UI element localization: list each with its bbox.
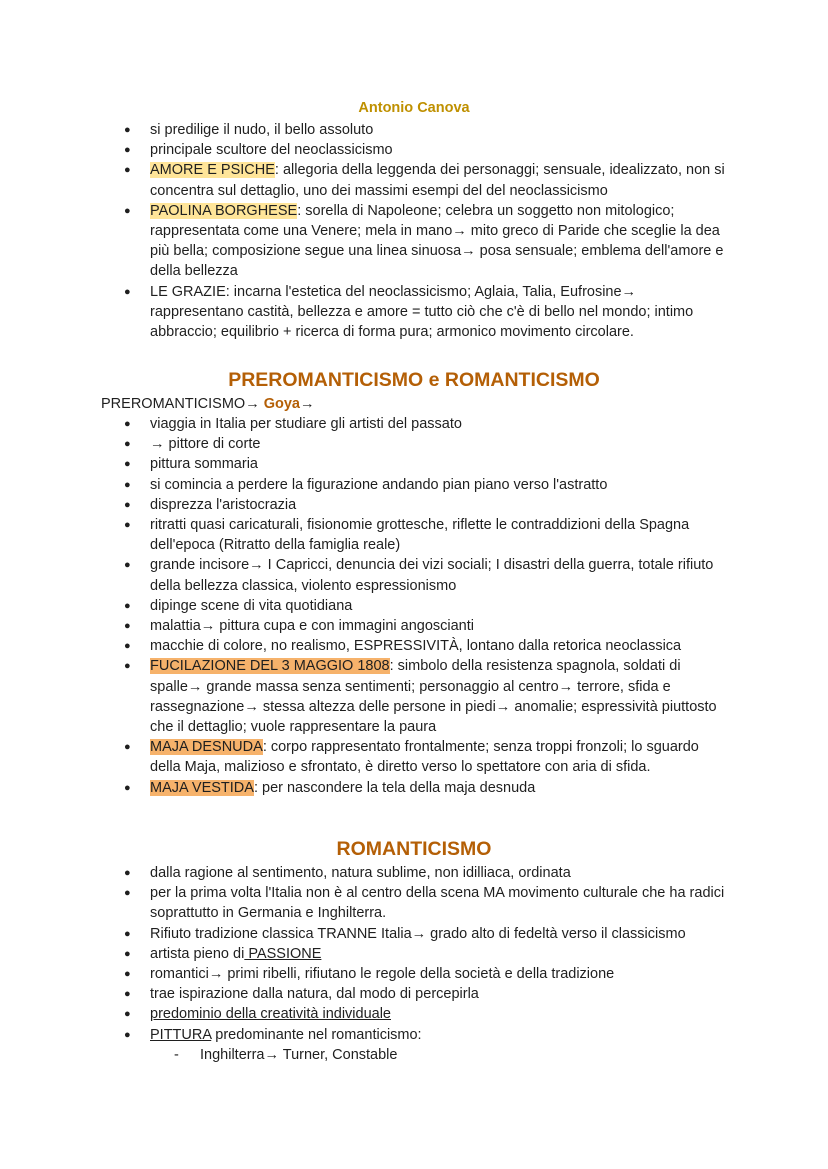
bullet-icon: ● [124, 968, 131, 981]
bullet-icon: ● [124, 1028, 131, 1041]
bullet-icon: ● [124, 519, 131, 532]
bullet-icon: ● [124, 781, 131, 794]
bullet-icon: ● [124, 144, 131, 157]
highlighted-term: MAJA VESTIDA [150, 779, 254, 796]
canova-title: Antonio Canova [358, 100, 470, 116]
bullet-icon: ● [124, 438, 131, 451]
list-item: ● macchie di colore, no realismo, ESPRESSIVITÀ, lontano dalla retorica neoclassica [0, 636, 728, 656]
bullet-icon: ● [124, 988, 131, 1001]
bullet-icon: ● [124, 640, 131, 653]
underlined-term: PASSIONE [244, 945, 322, 962]
bullet-icon: ● [124, 124, 131, 136]
highlighted-term: PAOLINA BORGHESE [150, 202, 298, 219]
bullet-icon: ● [124, 1008, 131, 1021]
bullet-icon: ● [124, 741, 131, 754]
sub-list-item: - Inghilterra→ Turner, Constable [200, 1045, 397, 1065]
bullet-icon: ● [124, 204, 131, 217]
list-item: ● principale scultore del neoclassicismo [0, 140, 728, 160]
list-item: ● romantici→ primi ribelli, rifiutano le regole della società e della tradizione [0, 964, 728, 984]
underlined-term: PITTURA [150, 1026, 212, 1043]
romanticismo-list [0, 863, 828, 1045]
highlighted-term: MAJA DESNUDA [150, 739, 263, 756]
bullet-icon: ● [124, 418, 131, 430]
list-item: ● artista pieno di PASSIONE [0, 944, 728, 964]
underlined-term: predominio della creatività individuale [150, 1006, 391, 1023]
list-item: ● dipinge scene di vita quotidiana [0, 596, 728, 616]
bullet-icon: ● [124, 599, 131, 612]
bullet-icon: ● [124, 559, 131, 572]
heading-preromanticismo: PREROMANTICISMO e ROMANTICISMO [228, 369, 600, 391]
list-item: ● trae ispirazione dalla natura, dal modo di percepirla [0, 984, 728, 1004]
highlighted-term: FUCILAZIONE DEL 3 MAGGIO 1808 [150, 658, 390, 675]
list-item: ● LE GRAZIE: incarna l'estetica del neoclassicismo; Aglaia, Talia, Eufrosine→ rappresentano castità, bellezza e amore = tutto ciò che c'è di bello nel mondo; intimo abbraccio; equilibrio + ricerca di forma pura; armonico movimento circolare. [124, 283, 694, 341]
list-item: ● AMORE E PSICHE: allegoria della leggenda dei personaggi; sensuale, idealizzato, non si concentra sul dettaglio, uno dei massimi esempi del del neoclassicismo [124, 162, 725, 199]
goya-list [0, 414, 828, 798]
bullet-icon: ● [124, 498, 131, 511]
list-item: ● si comincia a perdere la figurazione andando pian piano verso l'astratto [0, 475, 728, 495]
bullet-icon: ● [124, 458, 131, 471]
bullet-icon: ● [124, 947, 131, 960]
list-item: ● PAOLINA BORGHESE: sorella di Napoleone; celebra un soggetto non mitologico; rappresentata come una Venere; mela in mano→ mito greco di Paride che sceglie la dea più bella; composizione segue una linea sinuosa→ posa sensuale; emblema dell'amore e della bellezza [124, 202, 724, 280]
list-item: ● → pittore di corte [0, 434, 728, 454]
heading-romanticismo: ROMANTICISMO [336, 838, 492, 860]
list-item: ● MAJA VESTIDA: per nascondere la tela della maja desnuda [0, 778, 728, 798]
bullet-icon: ● [124, 887, 131, 900]
dash-icon: - [174, 1047, 179, 1063]
list-item: ● malattia→ pittura cupa e con immagini angoscianti [0, 616, 728, 636]
highlighted-term: AMORE E PSICHE [150, 162, 275, 179]
list-item: ● grande incisore→ I Capricci, denuncia dei vizi sociali; I disastri della guerra, totale rifiuto della bellezza classica, violento espressionismo [124, 557, 714, 594]
list-item: ● FUCILAZIONE DEL 3 MAGGIO 1808: simbolo della resistenza spagnola, soldati di spalle→ grande massa senza sentimenti; personaggio al centro→ terrore, sfida e rassegnazione→ stessa altezza delle persone in piedi→ anomalie; espressività piuttosto che il dettaglio; vuole rappresentare la paura [124, 658, 717, 736]
goya-intro: PREROMANTICISMO→ Goya→ [101, 396, 315, 412]
canova-list [0, 120, 828, 342]
list-item: ● disprezza l'aristocrazia [0, 495, 728, 515]
list-item: ● pittura sommaria [0, 454, 728, 474]
list-item: ● Rifiuto tradizione classica TRANNE Italia→ grado alto di fedeltà verso il classicismo [0, 924, 728, 944]
bullet-icon: ● [124, 867, 131, 879]
bullet-icon: ● [124, 285, 131, 298]
list-item: ● MAJA DESNUDA: corpo rappresentato frontalmente; senza troppi fronzoli; lo sguardo della Maja, malizioso e sfrontato, è diretto verso lo spettatore con aria di sfida. [124, 739, 699, 776]
list-item [0, 1004, 728, 1024]
bullet-icon: ● [124, 164, 131, 177]
bullet-icon: ● [124, 478, 131, 491]
list-item: ● ritratti quasi caricaturali, fisionomie grottesche, riflette le contraddizioni della Spagna dell'epoca (Ritratto della famiglia reale) [124, 517, 690, 554]
list-item: ● per la prima volta l'Italia non è al centro della scena MA movimento culturale che ha radici soprattutto in Germania e Inghilterra. [124, 885, 725, 922]
bullet-icon: ● [124, 620, 131, 633]
list-item: ● PITTURA predominante nel romanticismo: [0, 1025, 728, 1045]
list-item: ● dalla ragione al sentimento, natura sublime, non idilliaca, ordinata [0, 863, 728, 883]
list-item: ● viaggia in Italia per studiare gli artisti del passato [0, 414, 728, 434]
bullet-icon: ● [124, 927, 131, 940]
list-item: ● si predilige il nudo, il bello assoluto [0, 120, 728, 140]
bullet-icon: ● [124, 660, 131, 673]
